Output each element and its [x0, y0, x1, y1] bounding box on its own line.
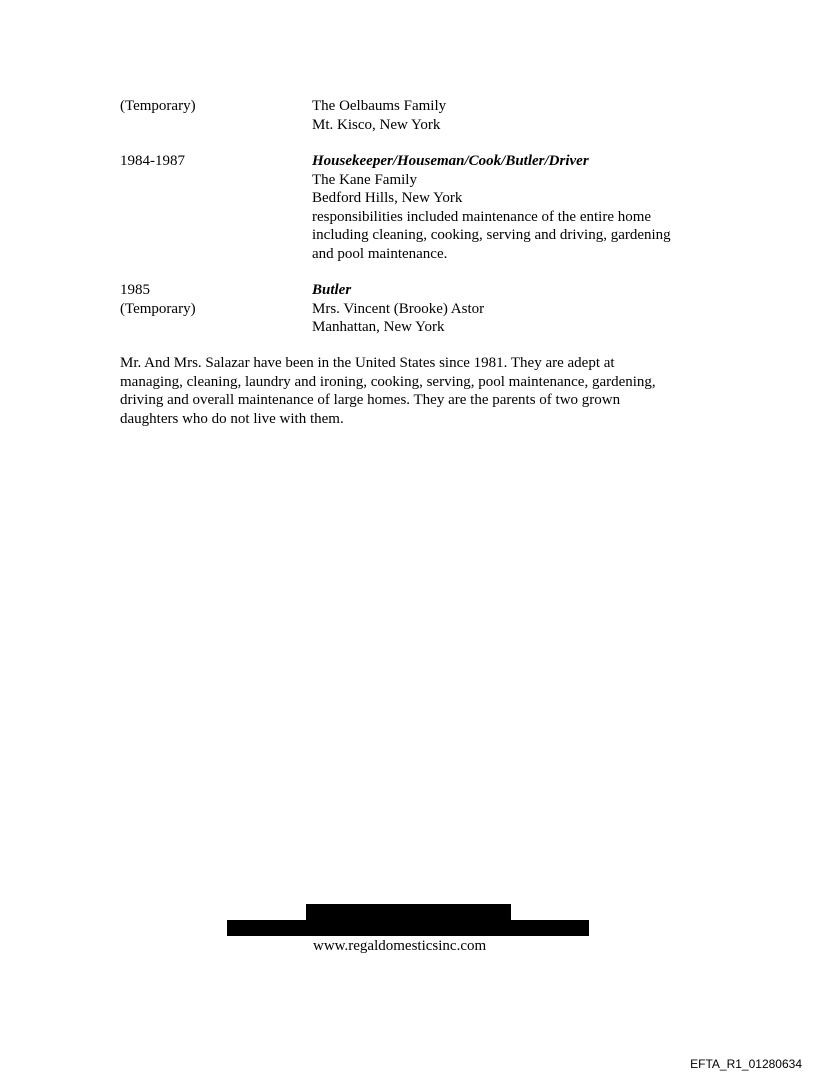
redaction-bar: [227, 920, 589, 936]
entry-details: [312, 152, 712, 263]
summary-line: daughters who do not live with them.: [120, 410, 344, 427]
responsibilities-line: including cleaning, cooking, serving and driving, gardening: [312, 227, 671, 243]
redaction-bar: [306, 904, 511, 921]
entry-details: [312, 281, 712, 337]
employer-location: Bedford Hills, New York: [312, 190, 463, 206]
employer-location: Manhattan, New York: [312, 319, 445, 335]
employer-name: The Oelbaums Family: [312, 98, 447, 114]
employer-location: Mt. Kisco, New York: [312, 116, 441, 133]
entry-dates: [120, 97, 300, 116]
job-title: Housekeeper/Houseman/Cook/Butler/Driver: [312, 153, 589, 169]
summary-paragraph: [120, 354, 710, 428]
summary-line: Mr. And Mrs. Salazar have been in the United States since 1981. They are adept at: [120, 355, 615, 371]
entry-dates: [120, 152, 300, 171]
employer-name: Mrs. Vincent (Brooke) Astor: [312, 300, 485, 317]
summary-line: managing, cleaning, laundry and ironing, cooking, serving, pool maintenance, gardening,: [120, 373, 656, 390]
document-id: EFTA_R1_01280634: [690, 1057, 802, 1071]
entry-details: [312, 97, 712, 134]
footer-website: www.regaldomesticsinc.com: [313, 938, 487, 954]
entry-date: 1985: [120, 282, 150, 298]
job-title: Butler: [312, 282, 352, 298]
entry-date: 1984-1987: [120, 153, 185, 169]
responsibilities-line: responsibilities included maintenance of the entire home: [312, 208, 652, 225]
responsibilities-line: and pool maintenance.: [312, 245, 448, 262]
summary-line: driving and overall maintenance of large homes. They are the parents of two grown: [120, 392, 621, 408]
entry-date: (Temporary): [120, 98, 196, 114]
entry-dates: [120, 281, 300, 318]
employer-name: The Kane Family: [312, 171, 417, 188]
entry-date-note: (Temporary): [120, 300, 196, 317]
